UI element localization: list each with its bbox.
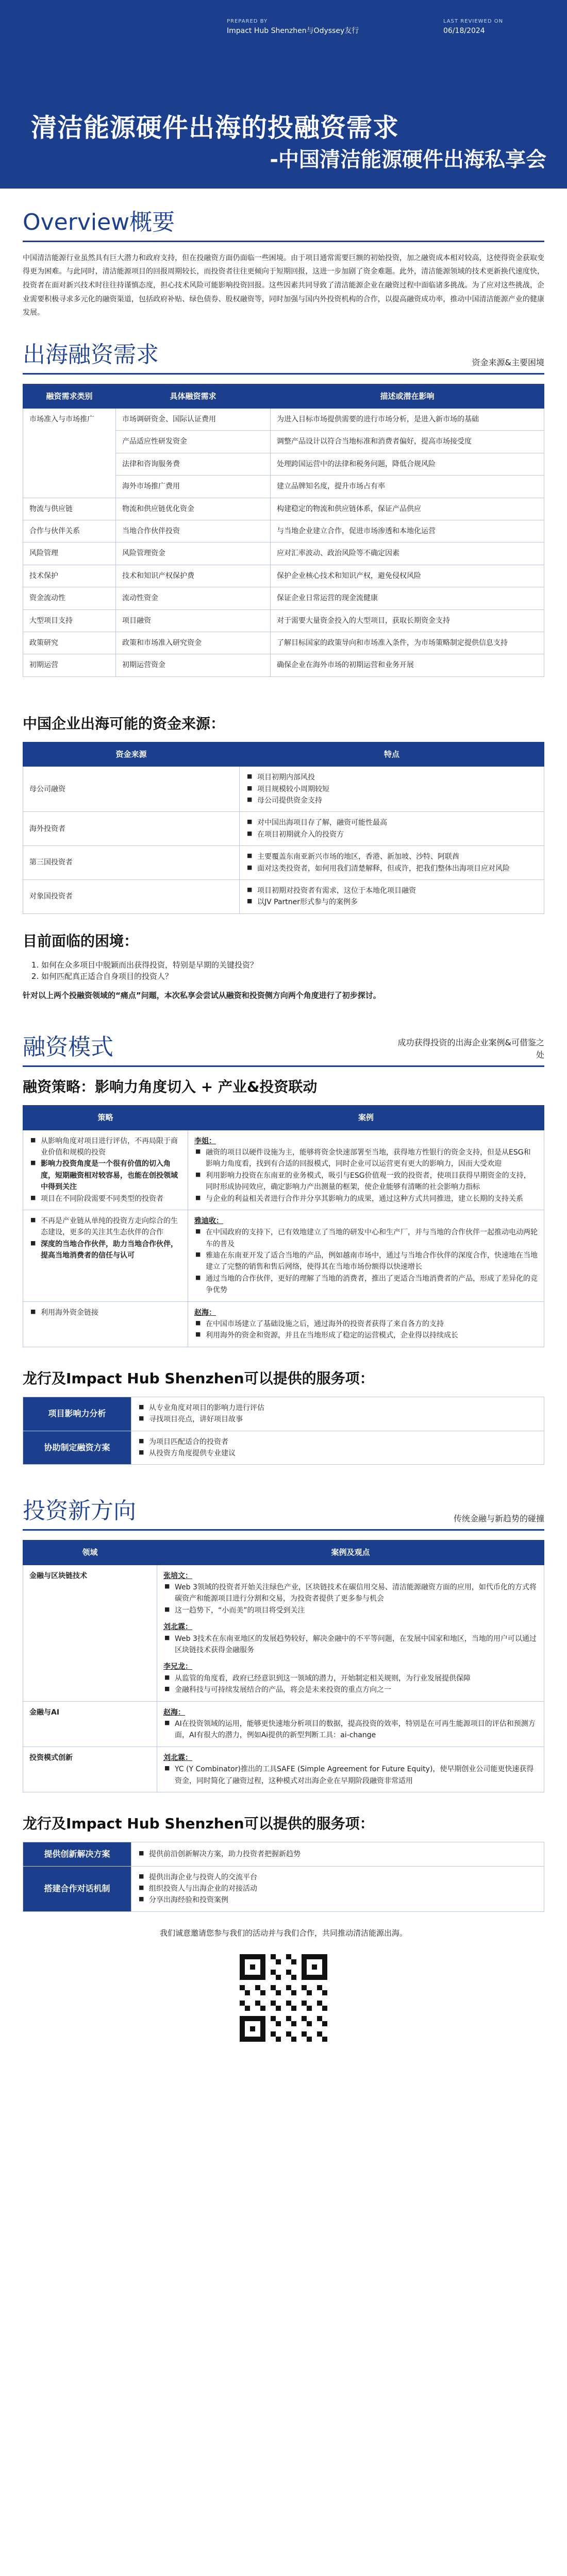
table-row <box>23 1747 544 1792</box>
table-row <box>23 1210 544 1301</box>
source-points <box>240 879 544 913</box>
difficulties-list <box>23 959 544 982</box>
bullet-list <box>246 772 538 806</box>
list-item: ■ 雅迪在东南亚开发了适合当地的产品，例如越南市场中，通过与当地合作伙伴的深度合作，快速地在当地建立了完整的销售和售后网络，使得其在当地市场份额得以快速增长 <box>194 1250 538 1273</box>
source-name: 母公司融资 <box>23 767 240 812</box>
strategy-cell <box>23 1301 188 1347</box>
demand-desc: 保护企业核心技术和知识产权，避免侵权风险 <box>271 565 544 587</box>
table-header: 资金来源 <box>23 742 240 767</box>
sources-table <box>23 742 544 914</box>
case-title: 刘北霖： <box>163 1623 192 1632</box>
table-header: 具体融资需求 <box>116 384 271 409</box>
case-cell <box>157 1565 544 1701</box>
bullet-list <box>246 851 538 874</box>
list-item: ■ 从监管的角度看，政府已经意识到这一领域的潜力，开始制定相关规则，为行业发展提供保障 <box>163 1673 538 1684</box>
demand-need: 初期运营资金 <box>116 654 271 676</box>
service-points <box>131 1842 544 1866</box>
case-title: 张培文： <box>163 1571 192 1580</box>
demand-need: 项目融资 <box>116 609 271 632</box>
services1-title: 龙行及Impact Hub Shenzhen可以提供的服务项： <box>23 1369 374 1387</box>
list-item: ■ 组织投资人与出海企业的对接活动 <box>138 1883 538 1894</box>
trend-field: 金融与AI <box>23 1701 157 1747</box>
services2-table <box>23 1842 544 1912</box>
table-row <box>23 543 544 565</box>
section-divider <box>23 1529 544 1531</box>
last-reviewed-date: 06/18/2024 <box>443 27 485 35</box>
service-points <box>131 1397 544 1431</box>
demand-desc: 处理跨国运营中的法律和税务问题，降低合规风险 <box>271 453 544 475</box>
prepared-label: PREPARED BY <box>227 19 268 24</box>
case-title: 雅迪收： <box>194 1216 223 1225</box>
prepared-by-org: Impact Hub Shenzhen与Odyssey友行 <box>227 27 359 35</box>
list-item: ■ 分享出海经验和投资案例 <box>138 1894 538 1906</box>
bullet-list <box>194 1147 538 1205</box>
table-row <box>23 1397 544 1431</box>
bullet-list <box>194 1318 538 1342</box>
list-item: ■ 与企业的利益相关者进行合作并分享其影响力的成果，通过这种方式共同推进，建立长期的支持关系 <box>194 1193 538 1205</box>
demand-category: 初期运营 <box>23 654 116 676</box>
list-item: ■ 项目规模较小周期较短 <box>246 784 538 795</box>
table-row <box>23 812 544 846</box>
case-title: 李姐： <box>194 1137 216 1145</box>
bullet-list <box>163 1764 538 1787</box>
table-header: 描述或潜在影响 <box>271 384 544 409</box>
demand-desc: 保证企业日常运营的现金流健康 <box>271 587 544 609</box>
bullet-list <box>29 1307 181 1318</box>
bullet-list <box>163 1633 538 1656</box>
footer-text: 我们诚意邀请您参与我们的活动并与我们合作，共同推动清洁能源出海。 <box>159 1928 407 1938</box>
difficulties-note: 针对以上两个投融资领域的“痛点”问题，本次私享会尝试从融资和投资侧方向两个角度进行了初步探讨。 <box>23 990 381 1000</box>
table-header: 案例及观点 <box>157 1540 544 1565</box>
table-row <box>23 632 544 654</box>
source-points <box>240 767 544 812</box>
table-row <box>23 1842 544 1866</box>
service-label: 搭建合作对话机制 <box>23 1866 131 1911</box>
demand-desc: 建立品牌知名度，提升市场占有率 <box>271 476 544 498</box>
demand-desc: 应对汇率波动、政治风险等不确定因素 <box>271 543 544 565</box>
models-strategy: 融资策略：影响力角度切入 + 产业&投资联动 <box>23 1078 318 1096</box>
trend-field: 投资模式创新 <box>23 1747 157 1792</box>
demand-desc: 确保企业在海外市场的初期运营和业务开展 <box>271 654 544 676</box>
demand-need: 风险管理资金 <box>116 543 271 565</box>
bullet-list <box>163 1718 538 1741</box>
list-item: ■ 通过当地的合作伙伴，更好的理解了当地的消费者，推出了更适合当地消费者的产品，形成了差异化的竞争优势 <box>194 1273 538 1296</box>
bullet-list <box>138 1436 538 1460</box>
list-item: ■ 母公司提供资金支持 <box>246 795 538 806</box>
list-item: ■ 金融科技与可持续发展结合的产品，将会是未来投资的重点方向之一 <box>163 1684 538 1696</box>
demand-category: 资金流动性 <box>23 587 116 609</box>
qr-code-icon <box>240 1954 327 2042</box>
case-cell <box>188 1301 544 1347</box>
demand-desc: 了解目标国家的政策导向和市场准入条件，为市场策略制定提供信息支持 <box>271 632 544 654</box>
list-item: ■ 对中国出海项目存了解，融资可能性最高 <box>246 817 538 828</box>
demand-need: 法律和咨询服务费 <box>116 453 271 475</box>
demand-need: 产品适应性研发资金 <box>116 431 271 453</box>
services1-section <box>0 1368 567 1465</box>
demand-desc: 构建稳定的物流和供应链体系，保证产品供应 <box>271 498 544 520</box>
table-header: 案例 <box>188 1106 544 1130</box>
list-item: ■ Web 3领域的投资者开始关注绿色产业，区块链技术在碳信用交易、清洁能源融资方面的应用，如代币化的方式将碳资产和能源项目进行分割和交易，为投资者提供了更多参与机会 <box>163 1582 538 1605</box>
list-item: ■ 从专业角度对项目的影响力进行评估 <box>138 1402 538 1414</box>
demand-category: 政策研究 <box>23 632 116 654</box>
list-item: ■ 不再是产业链从单纯的投资方走向综合的生态建设，更多的关注其生态伙伴的合作 <box>29 1215 181 1239</box>
list-item: ■ YC (Y Combinator)推出的工具SAFE (Simple Agreement for Future Equity)，使早期创业公司能更快速获得资金，同时简化了融资过程，这种模式对出海企业在早期阶段融资非常适用 <box>163 1764 538 1787</box>
strategy-cell <box>23 1130 188 1210</box>
bullet-list <box>138 1872 538 1906</box>
section-divider <box>23 373 544 375</box>
demand-title: 出海融资需求 <box>23 341 159 368</box>
list-item: ■ 利用海外的资金和资源，并且在当地形成了稳定的运营模式，企业得以持续成长 <box>194 1330 538 1341</box>
demand-need: 市场调研资金、国际认证费用 <box>116 409 271 431</box>
list-item: 1. 如何在众多项目中脱颖而出获得投资，特别是早期的关键投资？ <box>41 959 544 971</box>
source-name: 对象国投资者 <box>23 879 240 913</box>
bullet-list <box>29 1136 181 1205</box>
table-header: 特点 <box>240 742 544 767</box>
service-label: 提供创新解决方案 <box>23 1842 131 1866</box>
bullet-list <box>138 1402 538 1426</box>
list-item: ■ 深度的当地合作伙伴，助力当地合作伙伴，提高当地消费者的信任与认可 <box>29 1239 181 1262</box>
demand-table <box>23 384 544 677</box>
table-row <box>23 1301 544 1347</box>
bullet-list <box>29 1215 181 1262</box>
trends-section <box>0 1498 567 1792</box>
list-item: ■ 寻找项目亮点，讲好项目故事 <box>138 1414 538 1425</box>
table-row <box>23 846 544 880</box>
source-name: 第三国投资者 <box>23 846 240 880</box>
bullet-list <box>163 1673 538 1696</box>
service-label: 项目影响力分析 <box>23 1397 131 1431</box>
trends-table <box>23 1540 544 1792</box>
demand-category: 风险管理 <box>23 543 116 565</box>
footer <box>0 1927 567 2104</box>
models-title: 融资模式 <box>23 1034 113 1061</box>
list-item: ■ 利用海外资金链接 <box>29 1307 181 1318</box>
document-subtitle: -中国清洁能源硬件出海私享会 <box>270 148 546 172</box>
case-cell <box>157 1747 544 1792</box>
models-table <box>23 1105 544 1347</box>
demand-category: 大型项目支持 <box>23 609 116 632</box>
table-row <box>23 587 544 609</box>
bullet-list <box>246 817 538 840</box>
list-item: ■ 面对这类投资者，如何用我们清楚解释，但或许，把我们整体出海项目应对风险 <box>246 863 538 874</box>
table-row <box>23 767 544 812</box>
sources-section <box>0 713 567 914</box>
demand-desc: 为进入目标市场提供需要的进行市场分析，是进入新市场的基础 <box>271 409 544 431</box>
service-points <box>131 1431 544 1465</box>
list-item: ■ 影响力投资角度是一个很有价值的切入角度，短期融资相对较容易，也能在创投领域中得到关注 <box>29 1158 181 1193</box>
list-item: ■ 主要覆盖东南亚新兴市场的地区，香港、新加坡、沙特、阿联酋 <box>246 851 538 862</box>
table-row <box>23 1431 544 1465</box>
case-title: 李兄龙： <box>163 1663 192 1671</box>
table-row <box>23 1866 544 1911</box>
table-header: 领域 <box>23 1540 157 1565</box>
demand-need: 海外市场推广费用 <box>116 476 271 498</box>
list-item: ■ 在项目初期就介入的投资方 <box>246 829 538 840</box>
demand-category: 合作与伙伴关系 <box>23 520 116 543</box>
service-label: 协助制定融资方案 <box>23 1431 131 1465</box>
list-item: ■ AI在投资领域的运用，能够更快速地分析项目的数据，提高投资的效率，特别是在可再生能源项目的评估和预测方面，AI有很大的潜力，例如Ai提供的新型判断工具：ai-change <box>163 1718 538 1741</box>
list-item: ■ 从投资方角度提供专业建议 <box>138 1448 538 1459</box>
case-cell <box>157 1701 544 1747</box>
list-item: ■ 融资的项目以硬件设施为主，能够将资金快速部署至当地，获得地方性银行的资金支持，但是从ESG和影响力角度看，找到有合适的回报模式，同时企业可以运营更有更大的影响力，因而大受欢迎 <box>194 1147 538 1170</box>
demand-category: 技术保护 <box>23 565 116 587</box>
bullet-list <box>138 1849 538 1860</box>
table-header: 融资需求类别 <box>23 384 116 409</box>
overview-section <box>0 209 567 320</box>
difficulties-section <box>0 930 567 1002</box>
table-row <box>23 520 544 543</box>
demand-need: 流动性资金 <box>116 587 271 609</box>
bullet-list <box>246 885 538 908</box>
title-banner <box>0 93 567 189</box>
source-name: 海外投资者 <box>23 812 240 846</box>
overview-title: Overview概要 <box>23 209 175 235</box>
list-item: ■ 在中国政府的支持下，已有效地建立了当地的研发中心和生产厂，并与当地的合作伙伴一起推动电动两轮车的普及 <box>194 1227 538 1250</box>
case-title: 刘北霖： <box>163 1753 192 1762</box>
demand-desc: 调整产品设计以符合当地标准和消费者偏好，提高市场接受度 <box>271 431 544 453</box>
demand-right-label: 资金来源&主要困境 <box>472 357 544 367</box>
services2-section <box>0 1813 567 1912</box>
list-item: ■ 以JV Partner形式参与的案例多 <box>246 896 538 908</box>
service-points <box>131 1866 544 1911</box>
list-item: ■ 项目初期内部风投 <box>246 772 538 783</box>
difficulties-title: 目前面临的困境： <box>23 932 139 950</box>
trends-title: 投资新方向 <box>23 1498 136 1524</box>
services1-table <box>23 1397 544 1465</box>
table-row <box>23 654 544 676</box>
table-header: 策略 <box>23 1106 188 1130</box>
demand-need: 物流和供应链优化资金 <box>116 498 271 520</box>
list-item: ■ 在中国市场建立了基础设施之后，通过海外的投资者获得了来自各方的支持 <box>194 1318 538 1330</box>
trend-field: 金融与区块链技术 <box>23 1565 157 1701</box>
last-reviewed-label: LAST REVIEWED ON <box>443 19 504 24</box>
table-row <box>23 498 544 520</box>
case-cell <box>188 1130 544 1210</box>
trends-right-label: 传统金融与新趋势的碰撞 <box>453 1514 544 1524</box>
list-item: ■ 项目在不同阶段需要不同类型的投资者 <box>29 1193 181 1205</box>
bullet-list <box>194 1227 538 1296</box>
list-item: ■ Web 3技术在东南亚地区的发展趋势较好，解决金融中的不平等问题，在发展中国家和地区，当地的用户可以通过区块链技术获得金融服务 <box>163 1633 538 1656</box>
section-divider <box>23 1065 544 1067</box>
table-row <box>23 1701 544 1747</box>
demand-desc: 对于需要大量资金投入的大型项目，获取长期资金支持 <box>271 609 544 632</box>
list-item: ■ 为项目匹配适合的投资者 <box>138 1436 538 1448</box>
list-item: ■ 提供出海企业与投资人的交流平台 <box>138 1872 538 1883</box>
demand-need: 技术和知识产权保护费 <box>116 565 271 587</box>
section-divider <box>23 241 544 242</box>
table-row <box>23 1130 544 1210</box>
demand-section <box>0 342 567 677</box>
demand-need: 当地合作伙伴投资 <box>116 520 271 543</box>
source-points <box>240 812 544 846</box>
list-item: 2. 如何匹配真正适合自身项目的投资人？ <box>41 971 544 982</box>
list-item: ■ 项目初期对投资者有需求，这位于本地化项目融资 <box>246 885 538 896</box>
case-title: 赵海： <box>194 1308 216 1317</box>
table-row <box>23 879 544 913</box>
demand-need: 政策和市场准入研究资金 <box>116 632 271 654</box>
table-row <box>23 609 544 632</box>
case-title: 赵海： <box>163 1708 185 1717</box>
models-right-label: 成功获得投资的出海企业案例&可借鉴之处 <box>397 1038 544 1060</box>
source-points <box>240 846 544 880</box>
demand-category: 物流与供应链 <box>23 498 116 520</box>
services2-title: 龙行及Impact Hub Shenzhen可以提供的服务项： <box>23 1815 374 1832</box>
document-title: 清洁能源硬件出海的投融资需求 <box>31 113 399 143</box>
top-bar <box>0 0 567 93</box>
demand-desc: 与当地企业建立合作，促进市场渗透和本地化运营 <box>271 520 544 543</box>
overview-text: 中国清洁能源行业虽然具有巨大潜力和政府支持，但在投融资方面仍面临一些困境。由于项目通常需要巨额的初始投资，加之融资成本相对较高，这使得资金获取变得更为困难。与此同时，清洁能源项目的回报周期较长，而投资者往往更倾向于短期回报，这进一步加剧了资金难题。此外，清洁能源领域的技术更新换代速度快，投资者在面对新兴技术时往往持谨慎态度，担心技术风险可能影响投资回报。这些因素共同导致了清洁能源企业在融资过程中面临诸多挑战。为了应对这些挑战，企业需要积极寻求多元化的融资渠道，包括政府补贴、绿色债券、股权融资等，同时加强与国内外投资机构的合作，以提高融资成功率，推动中国清洁能源产业的健康发展。 <box>23 253 544 317</box>
table-row <box>23 565 544 587</box>
table-row <box>23 409 544 431</box>
demand-category: 市场准入与市场推广 <box>23 409 116 498</box>
list-item: ■ 这一趋势下，“小而美”的项目将受到关注 <box>163 1605 538 1616</box>
sources-title: 中国企业出海可能的资金来源： <box>23 715 225 732</box>
list-item: ■ 提供前沿创新解决方案，助力投资者把握新趋势 <box>138 1849 538 1860</box>
list-item: ■ 从影响角度对项目进行评估，不再局限于商业价值和规模的投资 <box>29 1136 181 1159</box>
strategy-cell <box>23 1210 188 1301</box>
list-item: ■ 利用影响力投资在东南亚的业务模式，吸引与ESG价值观一致的投资者，使项目获得早期资金的支持，同时形成协同效应，确定影响力产出测量的框架，使企业能够有清晰的社会影响力指标 <box>194 1170 538 1193</box>
case-cell <box>188 1210 544 1301</box>
table-row <box>23 1565 544 1701</box>
models-section <box>0 1034 567 1347</box>
bullet-list <box>163 1582 538 1616</box>
